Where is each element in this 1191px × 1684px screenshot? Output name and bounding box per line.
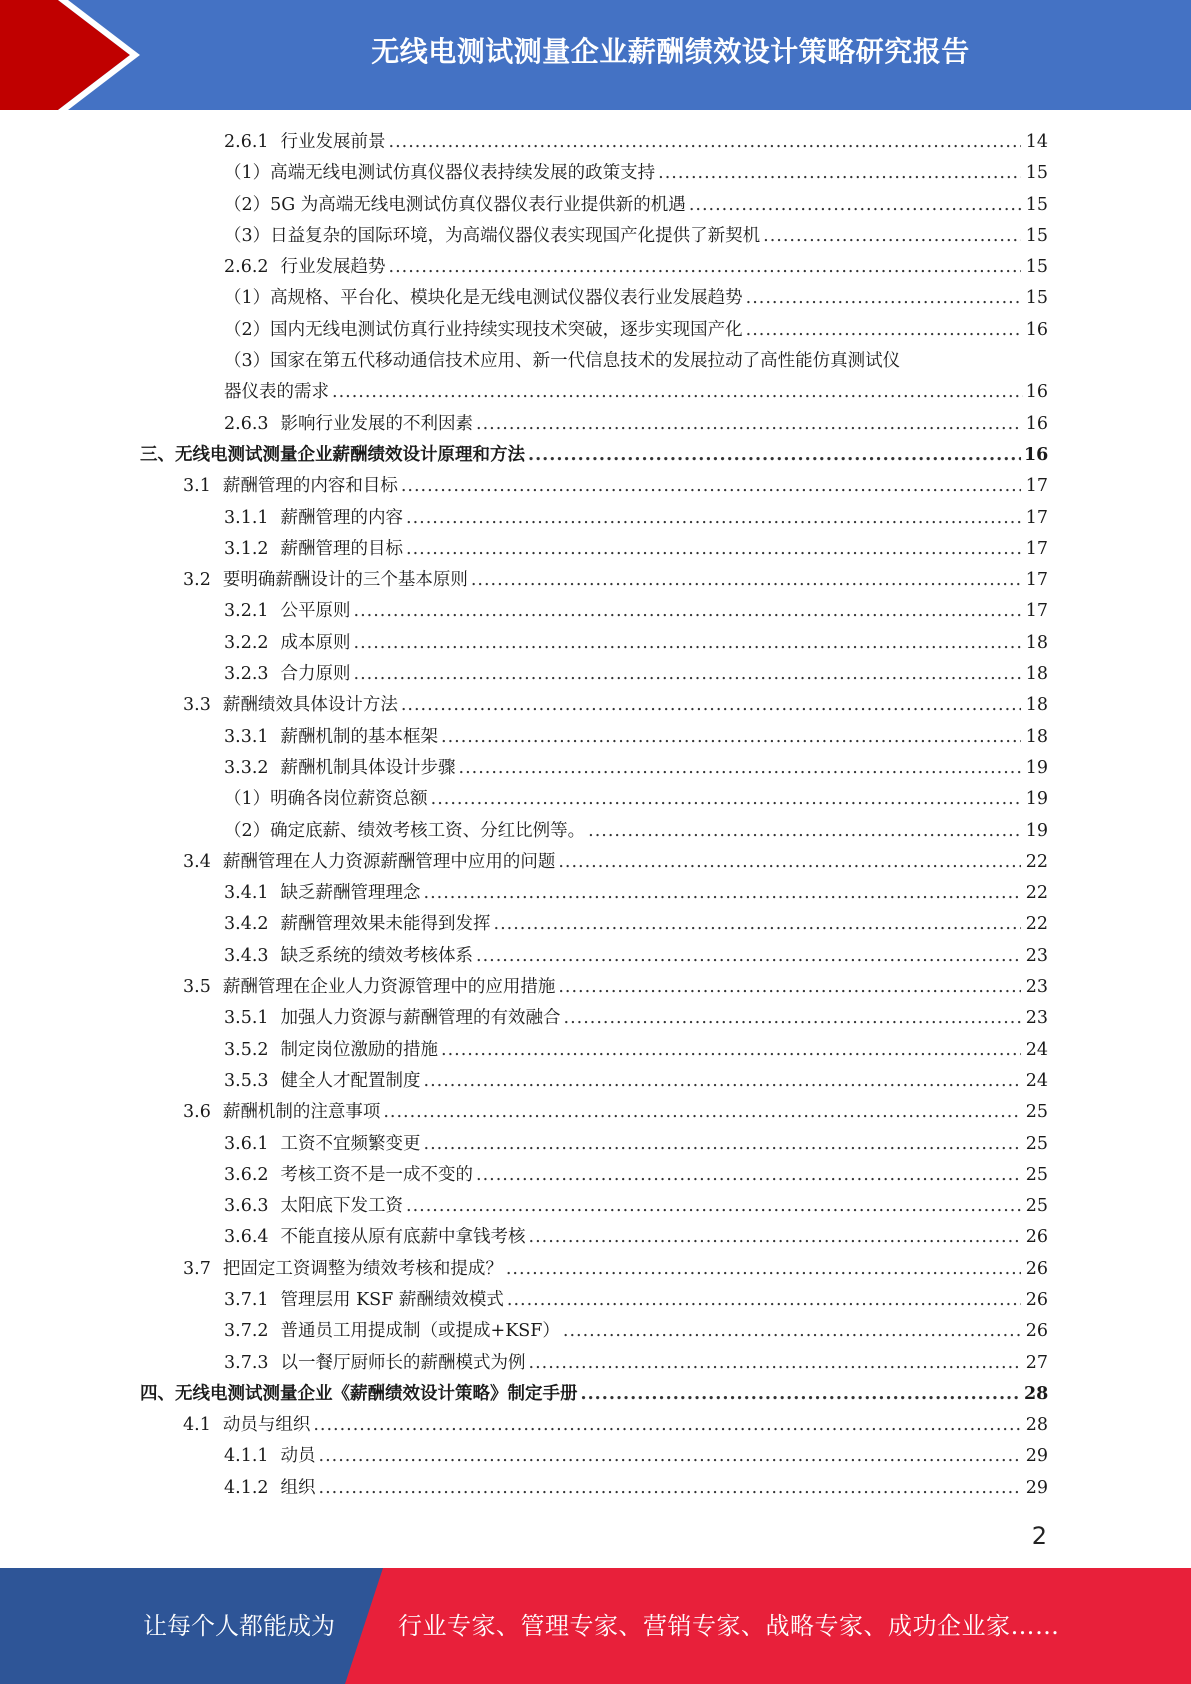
toc-section-number: 2.6.3 xyxy=(224,413,269,434)
toc-entry-text: 动员 xyxy=(280,1446,316,1467)
toc-entry[interactable] xyxy=(0,1066,1191,1097)
toc-dot-leader xyxy=(406,534,1021,565)
toc-page-number: 16 xyxy=(1025,413,1048,434)
toc-page-number: 15 xyxy=(1025,194,1048,215)
toc-entry-text: 薪酬管理的目标 xyxy=(280,538,404,559)
toc-dot-leader xyxy=(431,784,1021,815)
toc-entry-text: 要明确薪酬设计的三个基本原则 xyxy=(222,570,468,591)
toc-dot-leader xyxy=(401,690,1021,721)
toc-section-number: 3.7 xyxy=(183,1258,211,1279)
toc-entry-text: 成本原则 xyxy=(280,632,351,653)
toc-page-number: 25 xyxy=(1025,1102,1048,1123)
toc-section-number: 3.4.3 xyxy=(224,945,269,966)
toc-page-number: 18 xyxy=(1025,632,1048,653)
toc-page-number: 26 xyxy=(1025,1227,1048,1248)
toc-entry-text: 薪酬机制的基本框架 xyxy=(280,726,439,747)
toc-entry[interactable] xyxy=(0,409,1191,440)
toc-dot-leader xyxy=(588,816,1021,847)
table-of-contents xyxy=(0,127,1191,1504)
toc-entry-text: 不能直接从原有底薪中拿钱考核 xyxy=(280,1227,526,1248)
toc-section-number: 3.5 xyxy=(183,977,211,998)
toc-section-number: 3.5.3 xyxy=(224,1070,269,1091)
toc-dot-leader xyxy=(319,1441,1021,1472)
toc-dot-leader xyxy=(354,659,1021,690)
toc-entry-text: 制定岗位激励的措施 xyxy=(280,1039,439,1060)
toc-entry-text: 薪酬管理的内容 xyxy=(280,507,404,528)
toc-entry[interactable] xyxy=(0,847,1191,878)
toc-page-number: 17 xyxy=(1025,507,1048,528)
toc-entry[interactable] xyxy=(0,972,1191,1003)
toc-dot-leader xyxy=(354,628,1021,659)
toc-section-number: 3.4.1 xyxy=(224,883,269,904)
toc-page-number: 24 xyxy=(1025,1039,1048,1060)
toc-page-number: 24 xyxy=(1025,1070,1048,1091)
toc-page-number: 15 xyxy=(1025,257,1048,278)
toc-entry-text: （2）5G 为高端无线电测试仿真仪器仪表行业提供新的机遇 xyxy=(224,194,686,215)
toc-entry-text: 工资不宜频繁变更 xyxy=(280,1133,421,1154)
toc-dot-leader xyxy=(763,221,1021,252)
toc-section-number: 3.7.1 xyxy=(224,1289,269,1310)
toc-dot-leader xyxy=(528,440,1021,471)
toc-entry-text: 行业发展前景 xyxy=(280,132,386,152)
toc-entry[interactable] xyxy=(0,1254,1191,1285)
toc-page-number: 17 xyxy=(1025,570,1048,591)
toc-page-number: 17 xyxy=(1025,538,1048,559)
toc-page-number: 23 xyxy=(1025,977,1048,998)
toc-entry[interactable] xyxy=(0,1316,1191,1347)
toc-page-number: 15 xyxy=(1025,288,1048,309)
toc-entry[interactable] xyxy=(0,158,1191,189)
toc-page-number: 18 xyxy=(1025,664,1048,685)
footer-slogan-right: 行业专家、管理专家、营销专家、战略专家、成功企业家…… xyxy=(398,1612,1060,1640)
toc-entry-text: （2）确定底薪、绩效考核工资、分红比例等。 xyxy=(224,820,586,841)
toc-page-number: 15 xyxy=(1025,225,1048,246)
toc-dot-leader xyxy=(459,753,1021,784)
toc-entry-text: 考核工资不是一成不变的 xyxy=(280,1164,474,1185)
toc-entry-text: 四、无线电测试测量企业《薪酬绩效设计策略》制定手册 xyxy=(140,1383,578,1404)
toc-page-number: 26 xyxy=(1025,1289,1048,1310)
toc-entry[interactable] xyxy=(0,1285,1191,1316)
toc-dot-leader xyxy=(581,1379,1022,1410)
toc-page-number: 22 xyxy=(1025,914,1048,935)
toc-page-number: 28 xyxy=(1024,1383,1049,1404)
toc-section-number: 3.5.1 xyxy=(224,1008,269,1029)
toc-section-number: 3.3 xyxy=(183,695,211,716)
toc-entry-text: 加强人力资源与薪酬管理的有效融合 xyxy=(280,1008,561,1029)
toc-section-number: 3.6.1 xyxy=(224,1133,269,1154)
toc-entry[interactable] xyxy=(0,784,1191,815)
toc-page-number: 16 xyxy=(1025,382,1048,403)
toc-page-number: 18 xyxy=(1025,695,1048,716)
page-footer xyxy=(0,1568,1191,1684)
toc-page-number: 17 xyxy=(1025,476,1048,497)
toc-entry[interactable] xyxy=(0,596,1191,627)
toc-dot-leader xyxy=(746,283,1021,314)
toc-section-number: 3.1.2 xyxy=(224,538,269,559)
toc-entry[interactable] xyxy=(0,628,1191,659)
toc-page-number: 19 xyxy=(1025,820,1048,841)
toc-page-number: 29 xyxy=(1025,1446,1048,1467)
toc-dot-leader xyxy=(389,127,1021,158)
toc-section-number: 3.5.2 xyxy=(224,1039,269,1060)
toc-page-number: 18 xyxy=(1025,726,1048,747)
toc-dot-leader xyxy=(506,1254,1021,1285)
toc-dot-leader xyxy=(401,471,1021,502)
toc-dot-leader xyxy=(406,503,1021,534)
toc-entry[interactable] xyxy=(0,127,1191,158)
toc-section-number: 3.2.2 xyxy=(224,632,269,653)
toc-entry[interactable] xyxy=(0,1191,1191,1222)
toc-section-number: 2.6.1 xyxy=(224,132,269,152)
toc-page-number: 15 xyxy=(1025,163,1048,184)
toc-page-number: 17 xyxy=(1025,601,1048,622)
toc-dot-leader xyxy=(494,909,1021,940)
toc-entry-text: 行业发展趋势 xyxy=(280,257,386,278)
toc-entry-text: （3）国家在第五代移动通信技术应用、新一代信息技术的发展拉动了高性能仿真测试仪 xyxy=(224,351,901,372)
toc-entry[interactable] xyxy=(0,252,1191,283)
toc-section-number: 4.1 xyxy=(183,1415,211,1436)
toc-entry-text: 管理层用 KSF 薪酬绩效模式 xyxy=(280,1289,504,1310)
toc-entry[interactable] xyxy=(0,941,1191,972)
toc-entry-text: 以一餐厅厨师长的薪酬模式为例 xyxy=(280,1352,526,1373)
toc-chapter-entry[interactable] xyxy=(0,1379,1191,1410)
toc-entry-text: 影响行业发展的不利因素 xyxy=(280,413,474,434)
toc-section-number: 3.6.2 xyxy=(224,1164,269,1185)
footer-slogan-left: 让每个人都能成为 xyxy=(143,1612,335,1640)
toc-section-number: 3.6.3 xyxy=(224,1196,269,1217)
toc-entry[interactable] xyxy=(0,1035,1191,1066)
toc-entry-text-continued: 器仪表的需求 xyxy=(224,382,329,403)
toc-entry-text: 薪酬管理在人力资源薪酬管理中应用的问题 xyxy=(222,851,556,872)
toc-entry[interactable] xyxy=(0,346,1191,409)
toc-entry-text: 太阳底下发工资 xyxy=(280,1196,404,1217)
toc-entry-text: 公平原则 xyxy=(280,601,351,622)
toc-page-number: 25 xyxy=(1025,1196,1048,1217)
report-title: 无线电测试测量企业薪酬绩效设计策略研究报告 xyxy=(371,35,970,68)
toc-entry[interactable] xyxy=(0,565,1191,596)
toc-entry[interactable] xyxy=(0,503,1191,534)
toc-entry[interactable] xyxy=(0,1473,1191,1504)
toc-section-number: 3.2.3 xyxy=(224,664,269,685)
toc-section-number: 3.4 xyxy=(183,851,211,872)
toc-dot-leader xyxy=(471,565,1021,596)
toc-section-number: 4.1.2 xyxy=(224,1477,269,1498)
toc-section-number: 3.3.2 xyxy=(224,757,269,778)
toc-entry[interactable] xyxy=(0,190,1191,221)
toc-entry-text: （3）日益复杂的国际环境，为高端仪器仪表实现国产化提供了新契机 xyxy=(224,225,761,246)
toc-dot-leader xyxy=(689,190,1021,221)
toc-section-number: 3.7.2 xyxy=(224,1321,269,1342)
toc-entry-text: 缺乏薪酬管理理念 xyxy=(280,883,421,904)
toc-dot-leader xyxy=(383,1097,1021,1128)
toc-page-number: 23 xyxy=(1025,945,1048,966)
toc-dot-leader xyxy=(529,1222,1021,1253)
toc-dot-leader xyxy=(424,1129,1021,1160)
toc-entry[interactable] xyxy=(0,283,1191,314)
toc-page-number: 16 xyxy=(1025,319,1048,340)
toc-page-number: 27 xyxy=(1025,1352,1048,1373)
toc-page-number: 16 xyxy=(1024,444,1049,465)
toc-dot-leader xyxy=(424,878,1021,909)
page-header xyxy=(0,0,1191,110)
toc-entry-text: 合力原则 xyxy=(280,664,351,685)
toc-entry[interactable] xyxy=(0,753,1191,784)
toc-dot-leader xyxy=(406,1191,1021,1222)
toc-entry-text: 薪酬管理的内容和目标 xyxy=(222,476,398,497)
toc-entry-text: 把固定工资调整为绩效考核和提成？ xyxy=(222,1258,503,1279)
toc-dot-leader xyxy=(564,1003,1021,1034)
toc-page-number: 19 xyxy=(1025,757,1048,778)
toc-section-number: 3.3.1 xyxy=(224,726,269,747)
toc-entry-text: 组织 xyxy=(280,1477,316,1498)
toc-entry[interactable] xyxy=(0,1003,1191,1034)
toc-section-number: 3.1 xyxy=(183,476,211,497)
toc-entry-text: 薪酬机制的注意事项 xyxy=(222,1102,381,1123)
toc-entry[interactable] xyxy=(0,534,1191,565)
toc-entry-text: 薪酬机制具体设计步骤 xyxy=(280,757,456,778)
toc-entry-text: （1）高端无线电测试仿真仪器仪表持续发展的政策支持 xyxy=(224,163,656,184)
toc-dot-leader xyxy=(424,1066,1021,1097)
toc-section-number: 4.1.1 xyxy=(224,1446,269,1467)
toc-entry[interactable] xyxy=(0,690,1191,721)
toc-dot-leader xyxy=(746,315,1021,346)
toc-entry-text: 缺乏系统的绩效考核体系 xyxy=(280,945,474,966)
toc-section-number: 3.6.4 xyxy=(224,1227,269,1248)
toc-entry-text: 健全人才配置制度 xyxy=(280,1070,421,1091)
toc-entry[interactable] xyxy=(0,816,1191,847)
toc-entry[interactable] xyxy=(0,878,1191,909)
red-chevron-decoration xyxy=(0,0,160,110)
toc-dot-leader xyxy=(558,847,1021,878)
toc-entry[interactable] xyxy=(0,315,1191,346)
toc-page-number: 19 xyxy=(1025,789,1048,810)
toc-entry-text: 三、无线电测试测量企业薪酬绩效设计原理和方法 xyxy=(140,444,525,465)
toc-section-number: 3.1.1 xyxy=(224,507,269,528)
toc-entry[interactable] xyxy=(0,659,1191,690)
page-number: 2 xyxy=(1031,1522,1047,1550)
toc-section-number: 3.7.3 xyxy=(224,1352,269,1373)
toc-dot-leader xyxy=(389,252,1021,283)
toc-section-number: 3.2 xyxy=(183,570,211,591)
toc-page-number: 25 xyxy=(1025,1164,1048,1185)
toc-entry[interactable] xyxy=(0,221,1191,252)
toc-entry-text: （2）国内无线电测试仿真行业持续实现技术突破，逐步实现国产化 xyxy=(224,319,743,340)
toc-entry[interactable] xyxy=(0,1097,1191,1128)
toc-dot-leader xyxy=(507,1285,1021,1316)
toc-dot-leader xyxy=(529,1348,1021,1379)
toc-entry-text: （1）明确各岗位薪资总额 xyxy=(224,789,428,810)
toc-entry-text: 薪酬管理在企业人力资源管理中的应用措施 xyxy=(222,977,556,998)
toc-dot-leader xyxy=(476,409,1021,440)
toc-dot-leader xyxy=(563,1316,1021,1347)
toc-entry-text: 薪酬绩效具体设计方法 xyxy=(222,695,398,716)
toc-page-number: 25 xyxy=(1025,1133,1048,1154)
toc-dot-leader xyxy=(476,941,1021,972)
toc-entry[interactable] xyxy=(0,1160,1191,1191)
toc-section-number: 3.2.1 xyxy=(224,601,269,622)
toc-entry[interactable] xyxy=(0,1348,1191,1379)
toc-section-number: 3.6 xyxy=(183,1102,211,1123)
toc-dot-leader xyxy=(558,972,1021,1003)
toc-entry-text: 薪酬管理效果未能得到发挥 xyxy=(280,914,491,935)
toc-dot-leader xyxy=(476,1160,1021,1191)
toc-page-number: 26 xyxy=(1025,1258,1048,1279)
toc-dot-leader xyxy=(313,1410,1021,1441)
toc-section-number: 2.6.2 xyxy=(224,257,269,278)
toc-dot-leader xyxy=(441,722,1021,753)
toc-page-number: 28 xyxy=(1025,1415,1048,1436)
toc-entry-text: 动员与组织 xyxy=(222,1415,311,1436)
toc-page-number: 26 xyxy=(1025,1321,1048,1342)
toc-entry[interactable] xyxy=(0,1129,1191,1160)
toc-entry[interactable] xyxy=(0,1222,1191,1253)
toc-page-number: 22 xyxy=(1025,883,1048,904)
toc-page-number: 23 xyxy=(1025,1008,1048,1029)
toc-entry[interactable] xyxy=(0,909,1191,940)
toc-dot-leader xyxy=(658,158,1021,189)
toc-dot-leader xyxy=(354,596,1021,627)
toc-page-number: 22 xyxy=(1025,851,1048,872)
toc-dot-leader xyxy=(332,377,1023,408)
toc-page-number: 29 xyxy=(1025,1477,1048,1498)
toc-entry[interactable] xyxy=(0,722,1191,753)
toc-entry[interactable] xyxy=(0,1410,1191,1441)
toc-entry-text: （1）高规格、平台化、模块化是无线电测试仪器仪表行业发展趋势 xyxy=(224,288,743,309)
toc-entry[interactable] xyxy=(0,471,1191,502)
toc-dot-leader xyxy=(319,1473,1021,1504)
toc-chapter-entry[interactable] xyxy=(0,440,1191,471)
toc-entry[interactable] xyxy=(0,1441,1191,1472)
toc-page-number: 14 xyxy=(1025,132,1048,152)
toc-dot-leader xyxy=(441,1035,1021,1066)
toc-section-number: 3.4.2 xyxy=(224,914,269,935)
toc-entry-text: 普通员工用提成制（或提成+KSF） xyxy=(280,1321,560,1342)
